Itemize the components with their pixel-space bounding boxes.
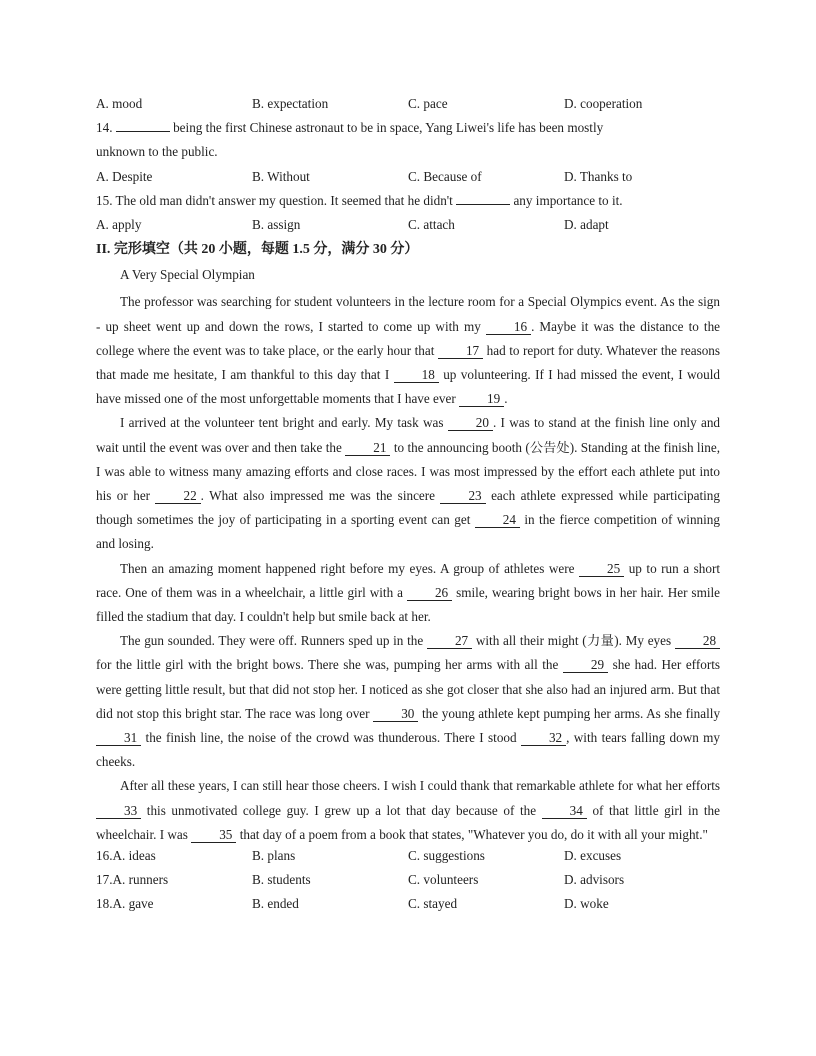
option-a: A. Despite — [96, 168, 153, 184]
option-b: B. assign — [252, 216, 301, 232]
text: in the fierce — [524, 512, 590, 528]
text: tears falling down my cheeks. — [96, 729, 721, 770]
passage-title: A Very Special Olympian — [120, 267, 255, 283]
blank-26: 26 — [407, 586, 452, 601]
text: up volunteering. If I had missed the — [443, 366, 638, 382]
option-b: B. expectation — [252, 96, 329, 111]
text: this unmotivated college guy. I grew up a lot that day because of the — [146, 802, 537, 818]
answer-blank — [456, 192, 510, 205]
option-a: A. mood — [96, 96, 143, 111]
blank-25: 25 — [579, 562, 624, 577]
paragraph-2 — [96, 411, 720, 556]
text: had to report for duty. Whatever — [486, 342, 658, 358]
question-text: 15. The old man didn't answer my question. It seemed that he didn't — [96, 192, 453, 208]
text: The professor was searching for student volunteers in the lecture room for a Special Olympics event. As — [120, 294, 675, 310]
text: of that little girl in — [592, 802, 699, 818]
q14-options — [96, 168, 720, 192]
text: that day of a poem from a book that states, "Whatever you do, do it with all your — [239, 826, 666, 842]
paragraph-1: The professor was searching for student volunteers in the lecture room for a Special Olympics event. As the sign - up sheet went up and down the rows, I started to come up with my 16 . Maybe it was the distance to the college where the event was to take place, or the early hour that 17 had to report for duty. Whatever the reasons that made me hesitate, I am thankful to this day that I 18 up volunteering. If I had missed the event, I would have missed one of the most unforgettable moments that I have ever 19 . — [96, 294, 721, 407]
blank-18: 18 — [394, 368, 439, 383]
q17-options — [96, 871, 720, 895]
text: athlete put into his or her — [96, 463, 720, 503]
section-title: II. 完形填空（共 20 小题，每题 1.5 分，满分 30 分） — [96, 242, 419, 258]
paragraph-5 — [96, 774, 720, 847]
blank-34: 34 — [542, 804, 587, 819]
blank-28: 28 — [675, 634, 720, 649]
q18-options — [96, 895, 720, 919]
blank-35: 35 — [191, 828, 236, 843]
text: I arrived at the volunteer tent bright and early. My task was — [120, 415, 444, 431]
option-b: B. students — [252, 872, 311, 888]
question-text: being the first Chinese astronaut to be in space, Yang Liwei's life has been mostly — [173, 120, 604, 136]
question-number: 14. — [96, 120, 113, 136]
blank-31: 31 — [96, 731, 141, 746]
q16-options — [96, 847, 720, 871]
blank-23: 23 — [440, 489, 485, 504]
option-a: 16.A. ideas — [96, 847, 156, 863]
text: for the little girl with the bright bows. There she was, pumping her arms with all the — [96, 657, 559, 673]
text: competition of winning and losing. — [96, 512, 720, 552]
text: the young athlete kept pumping her — [422, 705, 611, 721]
text: the wheelchair. I was — [96, 802, 721, 842]
text: short race. One of them was in a wheelchair, a little girl with a — [96, 560, 721, 600]
text: smile, wearing bright bows in her hair. — [456, 584, 664, 600]
text: to the announcing booth (公告处). Standing at the — [393, 439, 661, 455]
text: After all these years, I can still hear those cheers. I wish I could thank that remarkable athlete for what her — [120, 778, 683, 794]
option-d: D. cooperation — [564, 96, 643, 111]
blank-29: 29 — [563, 658, 608, 673]
text: up to run a — [628, 560, 690, 576]
text: to the college where the event was to take place, or the early hour that — [96, 318, 721, 358]
blank-33: 33 — [96, 804, 141, 819]
text: participating though sometimes the joy of participating in a sporting event can get — [96, 487, 720, 528]
question-14 — [96, 119, 720, 143]
option-c: C. Because of — [408, 168, 482, 184]
option-a: 17.A. runners — [96, 872, 169, 888]
text: each athlete expressed while — [491, 487, 648, 503]
text: with all their might (力量). My eyes — [475, 633, 672, 649]
text: The gun sounded. They were off. Runners sped up in the — [120, 633, 424, 649]
text: and wait until the event was over and then take the — [96, 415, 721, 455]
text: efforts were getting little result, but that did not stop her. I noticed as she got closer that she also had an injured — [96, 657, 721, 697]
paragraph-3 — [96, 557, 720, 630]
question-14-line2: unknown to the public. — [96, 144, 218, 160]
option-b: B. plans — [252, 847, 296, 863]
option-b: B. Without — [252, 168, 310, 184]
text: the reasons that made me hesitate, I am thankful to this day that I — [96, 342, 721, 382]
blank-32: 32 — [521, 731, 566, 746]
text: arms. As she finally — [614, 705, 721, 721]
option-d: D. woke — [564, 896, 609, 912]
text: she had. Her — [612, 657, 682, 673]
text: the finish line, the noise of the crowd was thunderous. There I stood — [145, 729, 517, 745]
text: the sign - up sheet went up and down the rows, I started to come up with my — [96, 294, 720, 334]
answer-blank — [116, 119, 170, 132]
option-a: A. apply — [96, 216, 142, 232]
option-c: C. pace — [408, 96, 448, 111]
question-15 — [96, 192, 720, 216]
text: Her smile filled the stadium that day. I couldn't help but smile back at her. — [96, 584, 721, 624]
text: efforts — [685, 778, 721, 794]
option-a: 18.A. gave — [96, 896, 154, 912]
option-d: D. Thanks to — [564, 168, 633, 184]
option-c: C. stayed — [408, 896, 458, 912]
blank-24: 24 — [475, 513, 520, 528]
text: might." — [668, 826, 708, 842]
text: . Maybe it was the distance — [531, 318, 684, 334]
paragraph-4 — [96, 629, 720, 774]
option-c: C. volunteers — [408, 872, 479, 888]
text: finish line, I was able to witness many amazing efforts and close races. I was most impressed by the effort each — [96, 439, 721, 479]
page-content — [96, 95, 720, 920]
option-b: B. ended — [252, 896, 299, 912]
option-d: D. adapt — [564, 216, 609, 232]
text: . What also impressed me was the sincere — [200, 487, 436, 503]
option-d: D. advisors — [564, 872, 625, 888]
text: . I was to stand at the finish line only — [492, 415, 697, 431]
option-c: C. suggestions — [408, 847, 485, 863]
blank-30: 30 — [373, 707, 418, 722]
blank-22: 22 — [155, 489, 200, 504]
question-text-end: any importance to it. — [513, 192, 623, 208]
blank-21: 21 — [345, 441, 390, 456]
q13-options — [96, 95, 720, 119]
blank-20: 20 — [448, 416, 493, 431]
blank-19: 19 — [459, 392, 504, 407]
blank-16: 16 — [486, 320, 531, 335]
option-d: D. excuses — [564, 847, 622, 863]
q15-options — [96, 216, 720, 240]
text: event, I would have missed one of the most unforgettable moments that I have ever — [96, 366, 721, 407]
option-c: C. attach — [408, 216, 455, 232]
blank-17: 17 — [438, 344, 483, 359]
blank-27: 27 — [427, 634, 472, 649]
text: Then an amazing moment happened right before my eyes. A group of athletes were — [120, 560, 575, 576]
text: , with — [566, 729, 598, 745]
text: arm. But that did not stop this bright star. The race was long over — [96, 681, 720, 721]
